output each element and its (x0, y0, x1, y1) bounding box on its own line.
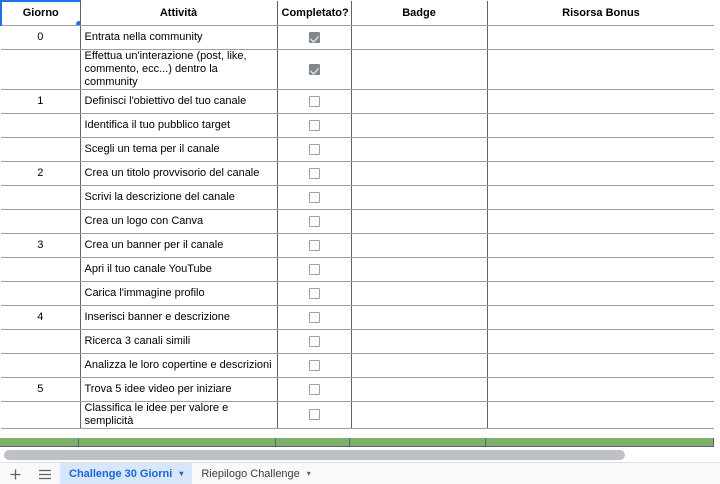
table-row (1, 137, 714, 161)
cell-completato[interactable] (277, 353, 351, 377)
table-row (1, 281, 714, 305)
checkbox-unchecked-icon[interactable] (309, 384, 320, 395)
cell-completato[interactable] (277, 161, 351, 185)
cell-badge[interactable] (351, 209, 487, 233)
cell-badge[interactable] (351, 185, 487, 209)
cell-risorsa-bonus[interactable] (487, 89, 714, 113)
cell-risorsa-bonus[interactable] (487, 113, 714, 137)
cell-attivita[interactable]: Trova 5 idee video per iniziare (80, 377, 277, 401)
header-row (1, 1, 714, 25)
cell-risorsa-bonus[interactable] (487, 329, 714, 353)
cell-attivita[interactable]: Ricerca 3 canali simili (80, 329, 277, 353)
cell-giorno[interactable] (1, 185, 80, 209)
cell-badge[interactable] (351, 161, 487, 185)
column-header-giorno-label: Giorno (22, 7, 59, 20)
cell-attivita[interactable]: Carica l'immagine profilo (80, 281, 277, 305)
cell-badge[interactable] (351, 377, 487, 401)
cell-completato[interactable] (277, 257, 351, 281)
cell-attivita[interactable]: Crea un logo con Canva (80, 209, 277, 233)
cell-giorno[interactable] (1, 401, 80, 428)
cell-attivita[interactable]: Definisci l'obiettivo del tuo canale (80, 89, 277, 113)
cell-giorno[interactable]: 4 (1, 305, 80, 329)
sheet-tab-bar (0, 462, 720, 484)
cell-giorno[interactable]: 1 (1, 89, 80, 113)
sheet-tab-challenge-30-giorni[interactable] (60, 463, 192, 484)
checkbox-unchecked-icon[interactable] (309, 336, 320, 347)
cell-attivita[interactable]: Analizza le loro copertine e descrizioni (80, 353, 277, 377)
checkbox-unchecked-icon[interactable] (309, 120, 320, 131)
cell-giorno[interactable] (1, 353, 80, 377)
cell-risorsa-bonus[interactable] (487, 185, 714, 209)
cell-badge[interactable] (351, 89, 487, 113)
cell-completato[interactable] (277, 49, 351, 89)
cell-completato[interactable] (277, 281, 351, 305)
cell-giorno[interactable]: 5 (1, 377, 80, 401)
cell-badge[interactable] (351, 329, 487, 353)
cell-badge[interactable] (351, 49, 487, 89)
column-header-badge[interactable]: Badge (351, 1, 487, 25)
table-body (1, 25, 714, 428)
hamburger-menu-icon (38, 469, 52, 480)
plus-icon (9, 468, 22, 481)
checkbox-unchecked-icon[interactable] (309, 240, 320, 251)
cell-giorno[interactable] (1, 209, 80, 233)
cell-risorsa-bonus[interactable] (487, 233, 714, 257)
cell-risorsa-bonus[interactable] (487, 49, 714, 89)
cell-risorsa-bonus[interactable] (487, 137, 714, 161)
checkbox-unchecked-icon[interactable] (309, 168, 320, 179)
cell-attivita[interactable]: Crea un banner per il canale (80, 233, 277, 257)
cell-completato[interactable] (277, 209, 351, 233)
checkbox-unchecked-icon[interactable] (309, 144, 320, 155)
all-sheets-button[interactable] (30, 463, 60, 484)
cell-attivita[interactable]: Classifica le idee per valore e semplicità (80, 401, 277, 428)
cell-completato[interactable] (277, 185, 351, 209)
cell-badge[interactable] (351, 233, 487, 257)
cell-risorsa-bonus[interactable] (487, 257, 714, 281)
cell-risorsa-bonus[interactable] (487, 281, 714, 305)
checkbox-unchecked-icon[interactable] (309, 264, 320, 275)
cell-giorno[interactable] (1, 257, 80, 281)
table-row (1, 209, 714, 233)
cell-attivita[interactable]: Inserisci banner e descrizione (80, 305, 277, 329)
cell-risorsa-bonus[interactable] (487, 161, 714, 185)
cell-completato[interactable] (277, 89, 351, 113)
cell-badge[interactable] (351, 25, 487, 49)
column-header-risorsa-bonus[interactable]: Risorsa Bonus (487, 1, 714, 25)
table-row (1, 113, 714, 137)
cell-completato[interactable] (277, 305, 351, 329)
horizontal-scrollbar-thumb[interactable] (4, 450, 625, 460)
cell-attivita[interactable]: Scrivi la descrizione del canale (80, 185, 277, 209)
cell-giorno[interactable]: 2 (1, 161, 80, 185)
fill-handle[interactable] (75, 20, 81, 26)
cell-attivita[interactable]: Apri il tuo canale YouTube (80, 257, 277, 281)
table-row (1, 161, 714, 185)
checkbox-checked-icon[interactable] (309, 32, 320, 43)
cell-giorno[interactable] (1, 281, 80, 305)
cell-badge[interactable] (351, 137, 487, 161)
cell-completato[interactable] (277, 25, 351, 49)
cell-attivita[interactable]: Scegli un tema per il canale (80, 137, 277, 161)
table-row (1, 329, 714, 353)
sheet-tab-riepilogo-challenge[interactable] (192, 463, 319, 484)
cell-completato[interactable] (277, 113, 351, 137)
cell-completato[interactable] (277, 401, 351, 428)
cell-attivita[interactable]: Identifica il tuo pubblico target (80, 113, 277, 137)
cell-completato[interactable] (277, 137, 351, 161)
cell-giorno[interactable]: 0 (1, 25, 80, 49)
cell-risorsa-bonus[interactable] (487, 25, 714, 49)
cell-badge[interactable] (351, 401, 487, 428)
sheet-tab-label: Riepilogo Challenge (201, 468, 300, 480)
checkbox-unchecked-icon[interactable] (309, 360, 320, 371)
horizontal-scrollbar[interactable] (0, 448, 720, 462)
cell-risorsa-bonus[interactable] (487, 377, 714, 401)
checkbox-unchecked-icon[interactable] (309, 96, 320, 107)
table-row (1, 353, 714, 377)
checkbox-unchecked-icon[interactable] (309, 312, 320, 323)
checkbox-checked-icon[interactable] (309, 64, 320, 75)
table-row (1, 377, 714, 401)
cell-giorno[interactable] (1, 137, 80, 161)
cell-attivita[interactable]: Effettua un'interazione (post, like, commento, ecc...) dentro la community (80, 49, 277, 89)
table-row (1, 401, 714, 428)
cell-attivita[interactable]: Crea un titolo provvisorio del canale (80, 161, 277, 185)
cell-badge[interactable] (351, 353, 487, 377)
table-row (1, 233, 714, 257)
chevron-down-icon[interactable]: ▾ (179, 469, 184, 478)
cell-completato[interactable] (277, 233, 351, 257)
table-row (1, 25, 714, 49)
cell-giorno[interactable] (1, 113, 80, 137)
checkbox-unchecked-icon[interactable] (309, 192, 320, 203)
cell-completato[interactable] (277, 329, 351, 353)
cell-risorsa-bonus[interactable] (487, 353, 714, 377)
cell-giorno[interactable] (1, 329, 80, 353)
column-header-attivita[interactable]: Attività (80, 1, 277, 25)
table-row (1, 49, 714, 89)
cell-risorsa-bonus[interactable] (487, 209, 714, 233)
cell-badge[interactable] (351, 113, 487, 137)
table-header (1, 1, 714, 25)
table-row (1, 89, 714, 113)
partial-next-row (0, 438, 714, 447)
column-header-giorno[interactable] (1, 1, 80, 25)
add-sheet-button[interactable] (0, 463, 30, 484)
column-header-completato[interactable]: Completato? (277, 1, 351, 25)
cell-badge[interactable] (351, 305, 487, 329)
cell-attivita[interactable]: Entrata nella community (80, 25, 277, 49)
cell-badge[interactable] (351, 257, 487, 281)
cell-giorno[interactable] (1, 49, 80, 89)
cell-risorsa-bonus[interactable] (487, 401, 714, 428)
cell-risorsa-bonus[interactable] (487, 305, 714, 329)
cell-badge[interactable] (351, 281, 487, 305)
cell-completato[interactable] (277, 377, 351, 401)
chevron-down-icon[interactable]: ▾ (306, 469, 311, 478)
checkbox-unchecked-icon[interactable] (309, 409, 320, 420)
checkbox-unchecked-icon[interactable] (309, 216, 320, 227)
table-row (1, 257, 714, 281)
sheet-tab-label: Challenge 30 Giorni (69, 468, 173, 480)
checkbox-unchecked-icon[interactable] (309, 288, 320, 299)
table-row (1, 305, 714, 329)
table-row (1, 185, 714, 209)
cell-giorno[interactable]: 3 (1, 233, 80, 257)
